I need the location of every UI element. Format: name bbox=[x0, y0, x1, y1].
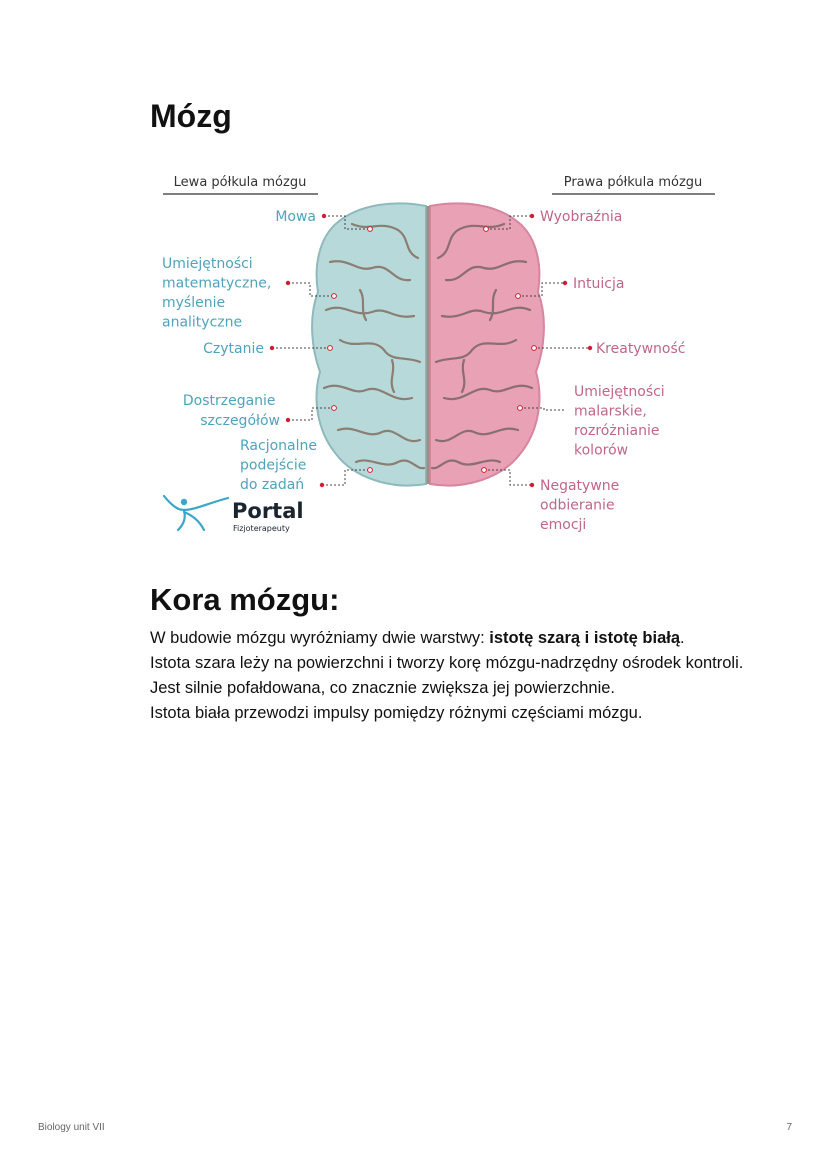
left-hemisphere-title: Lewa półkula mózgu bbox=[173, 175, 307, 190]
right-hemisphere-title: Prawa półkula mózgu bbox=[563, 175, 703, 190]
logo-subtitle: Fizjoterapeuty bbox=[233, 524, 290, 533]
label-umiejetnosci-malarskie: Umiejętności malarskie, rozróżnianie kolorów bbox=[574, 384, 665, 459]
right-labels bbox=[540, 209, 685, 533]
paragraph-bold: istotę szarą i istotę białą bbox=[489, 629, 681, 647]
page-number: 7 bbox=[786, 1122, 792, 1133]
label-wyobraznia: Wyobraźnia bbox=[540, 209, 623, 225]
page-title: Mózg bbox=[150, 98, 232, 134]
paragraph-after-bold: . bbox=[680, 629, 685, 647]
section-heading: Kora mózgu: bbox=[150, 582, 340, 617]
footer-unit-label: Biology unit VII bbox=[38, 1122, 105, 1133]
paragraph-line3: Istota biała przewodzi impulsy pomiędzy różnymi częściami mózgu. bbox=[150, 704, 643, 722]
label-intuicja: Intuicja bbox=[573, 276, 625, 292]
brain-left-hemisphere bbox=[312, 203, 426, 485]
body-paragraph bbox=[150, 626, 750, 726]
paragraph-intro: W budowie mózgu wyróżniamy dwie warstwy: bbox=[150, 629, 490, 647]
label-negatywne-emocje: Negatywne odbieranie emocji bbox=[540, 478, 620, 533]
person-icon bbox=[164, 496, 228, 530]
label-czytanie: Czytanie bbox=[203, 341, 264, 357]
logo-name: Portal bbox=[232, 499, 304, 523]
portal-logo bbox=[164, 496, 304, 533]
left-labels bbox=[162, 209, 321, 493]
brain-right-hemisphere bbox=[430, 203, 544, 485]
label-kreatywnosc: Kreatywność bbox=[596, 341, 686, 357]
paragraph-line2: Istota szara leży na powierzchni i tworzy korę mózgu-nadrzędny ośrodek kontroli. Jest silnie pofałdowana, co znacznie zwiększa jej powierzchnie. bbox=[150, 654, 744, 697]
label-umiejetnosci-matematyczne: Umiejętności matematyczne, myślenie analityczne bbox=[162, 256, 272, 331]
label-dostrzeganie-szczegolow: Dostrzeganie szczegółów bbox=[182, 393, 280, 429]
label-racjonalne-podejscie: Racjonalne podejście do zadań bbox=[240, 438, 317, 493]
label-mowa: Mowa bbox=[275, 209, 316, 225]
